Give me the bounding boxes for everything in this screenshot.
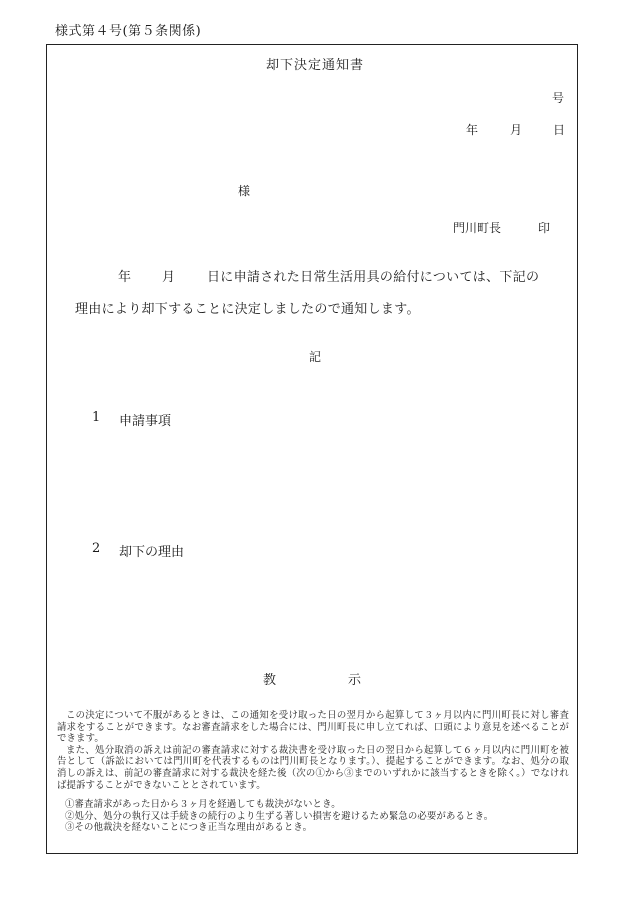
document-number-suffix: 号 [551,91,564,105]
date-year-label: 年 [466,123,479,137]
notice-paragraph: この決定について不服があるときは、この通知を受け取った日の翌月から起算して３ヶ月以内に門川町長に対し審査請求をすることができます。なお審査請求をした場合には、門川町長に申し立てれば、口頭により意見を述べることができます。 [57,710,569,745]
notice-item: ③その他裁決を経ないことにつき正当な理由があるとき。 [65,822,313,834]
section-2-number: 2 [92,541,101,556]
section-1-number: 1 [92,410,101,425]
section-1-label: 申請事項 [119,414,172,429]
document-title: 却下決定通知書 [265,58,364,73]
ki-heading: 記 [308,350,321,364]
body-text-line-1: 日に申請された日常生活用具の給付については、下記の [207,270,540,285]
body-year-label: 年 [118,270,132,285]
notice-paragraph: また、処分取消の訴えは前記の審査請求に対する裁決書を受け取った日の翌日から起算して６ヶ月以内に門川町を被告として（訴訟においては門川町を代表するものは門川町長となります。）、提起することができます。なお、処分の取消しの訴えは、前記の審査請求に対する裁決を経た後（次の①から③までのいずれかに該当するときを除く。）でなければ提訴することができないこととされています。 [57,744,569,791]
notice-item: ①審査請求があった日から３ヶ月を経過しても裁決がないとき。 [65,799,341,811]
body-text-line-2: 理由により却下することに決定しましたので通知します。 [75,302,420,317]
issuer-name: 門川町長 [453,221,502,235]
notice-heading-part-2: 示 [348,673,362,688]
body-month-label: 月 [162,270,176,285]
notice-item-list [57,799,569,834]
addressee-suffix: 様 [238,184,251,198]
notice-heading-part-1: 教 [263,673,277,688]
section-2-label: 却下の理由 [119,545,185,560]
seal-mark: 印 [538,221,551,235]
date-month-label: 月 [510,123,523,137]
form-number: 様式第４号(第５条関係) [55,24,202,39]
date-day-label: 日 [553,123,566,137]
notice-item: ②処分、処分の執行又は手続きの続行のより生ずる著しい損害を避けるため緊急の必要があるとき。 [65,810,494,822]
appeal-notice [57,710,569,834]
